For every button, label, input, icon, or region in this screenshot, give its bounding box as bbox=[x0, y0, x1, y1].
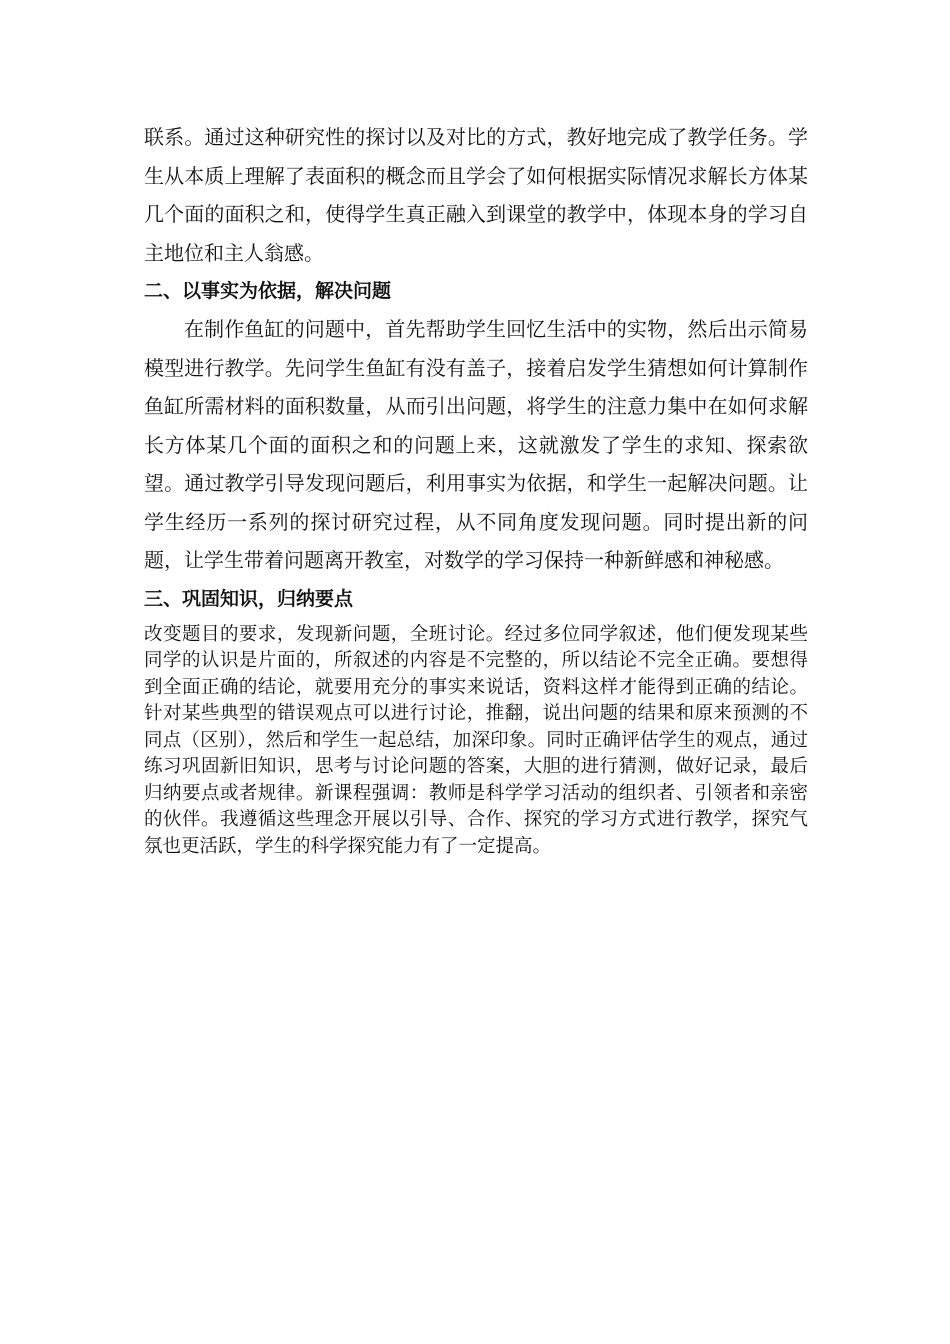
document-page bbox=[144, 118, 808, 860]
section-2-heading: 二、以事实为依据，解决问题 bbox=[144, 280, 392, 302]
section-3-heading: 三、巩固知识，归纳要点 bbox=[144, 587, 354, 610]
intro-paragraph: 联系。通过这种研究性的探讨以及对比的方式，教好地完成了教学任务。学生从本质上理解了表面积的概念而且学会了如何根据实际情况求解长方体某几个面的面积之和，使得学生真正融入到课堂的教学中，体现本身的学习自主地位和主人翁感。 bbox=[144, 125, 808, 265]
section-2-paragraph: 在制作鱼缸的问题中，首先帮助学生回忆生活中的实物，然后出示简易模型进行教学。先问学生鱼缸有没有盖子，接着启发学生猜想如何计算制作鱼缸所需材料的面积数量，从而引出问题，将学生的注意力集中在如何求解长方体某几个面的面积之和的问题上来，这就激发了学生的求知、探索欲望。通过教学引导发现问题后，利用事实为依据，和学生一起解决问题。让学生经历一系列的探讨研究过程，从不同角度发现问题。同时提出新的问题，让学生带着问题离开教室，对数学的学习保持一种新鲜感和神秘感。 bbox=[144, 317, 808, 572]
section-3-paragraph: 改变题目的要求，发现新问题，全班讨论。经过多位同学叙述，他们便发现某些同学的认识是片面的，所叙述的内容是不完整的，所以结论不完全正确。要想得到全面正确的结论，就要用充分的事实来说话，资料这样才能得到正确的结论。针对某些典型的错误观点可以进行讨论，推翻，说出问题的结果和原来预测的不同点（区别），然后和学生一起总结，加深印象。同时正确评估学生的观点，通过练习巩固新旧知识，思考与讨论问题的答案，大胆的进行猜测，做好记录，最后归纳要点或者规律。新课程强调：教师是科学学习活动的组织者、引领者和亲密的伙伴。我遵循这些理念开展以引导、合作、探究的学习方式进行教学，探究气氛也更活跃，学生的科学探究能力有了一定提高。 bbox=[144, 623, 808, 857]
